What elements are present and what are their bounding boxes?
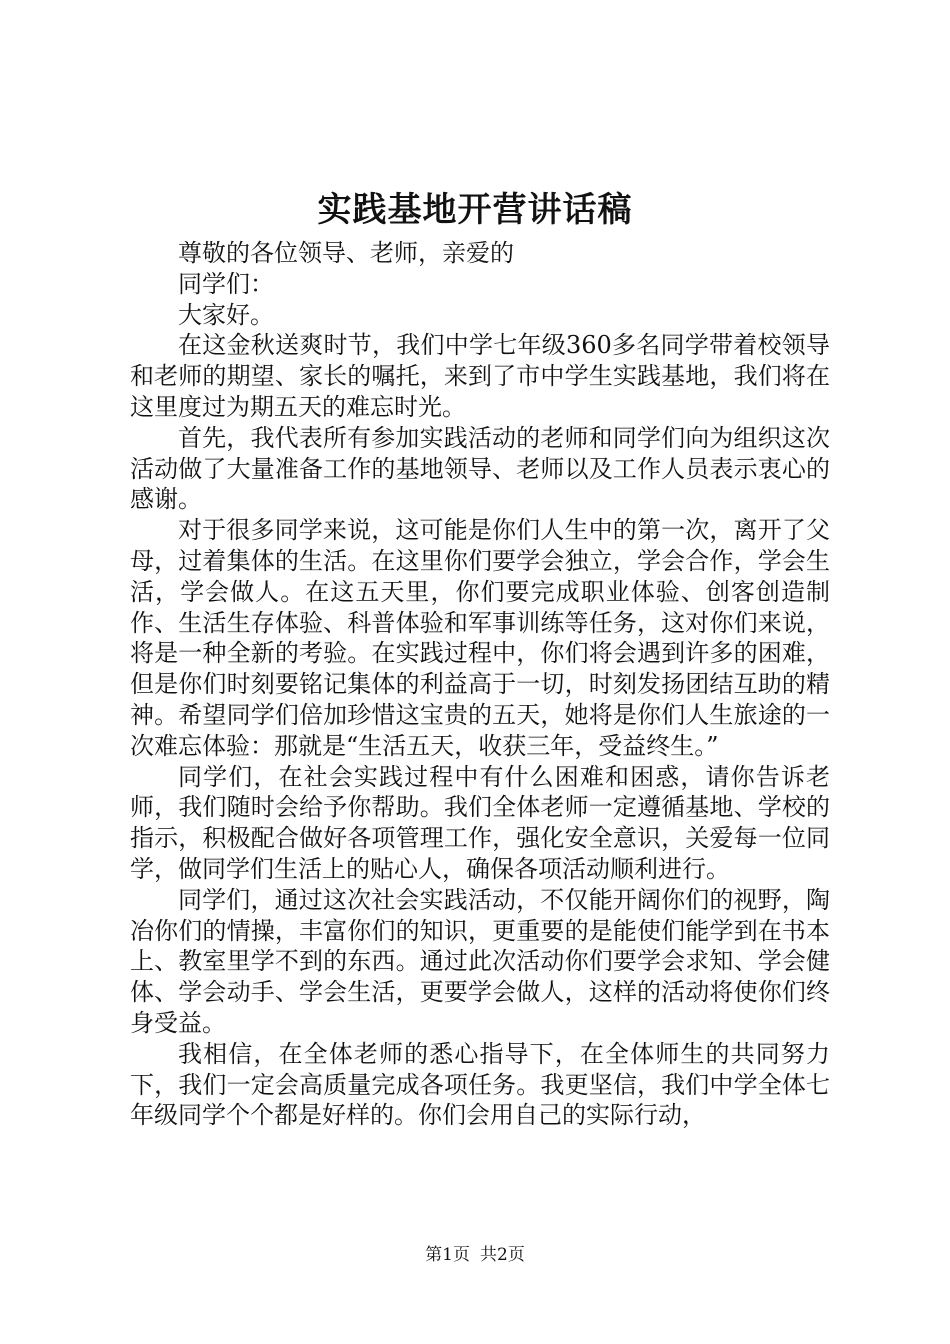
paragraph: 首先，我代表所有参加实践活动的老师和同学们向为组织这次活动做了大量准备工作的基地领导、老师以及工作人员表示衷心的感谢。 [130, 423, 830, 514]
paragraph-greeting: 大家好。 [178, 300, 274, 329]
document-title: 实践基地开营讲话稿 [317, 190, 633, 230]
paragraph-salutation: 尊敬的各位领导、老师，亲爱的 [178, 239, 514, 267]
page-number: 第1页 [425, 1245, 470, 1265]
page-footer [0, 1244, 950, 1266]
document-body [130, 238, 830, 1131]
paragraph: 我相信，在全体老师的悉心指导下，在全体师生的共同努力下，我们一定会高质量完成各项任务。我更坚信，我们中学全体七年级同学个个都是好样的。你们会用自己的实际行动， [130, 1039, 830, 1130]
page-total: 共2页 [480, 1245, 525, 1265]
paragraph-salutation-cont: 同学们： [178, 269, 274, 298]
paragraph: 对于很多同学来说，这可能是你们人生中的第一次，离开了父母，过着集体的生活。在这里你们要学会独立，学会合作，学会生活，学会做人。在这五天里，你们要完成职业体验、创客创造制作、生活生存体验、科普体验和军事训练等任务，这对你们来说，将是一种全新的考验。在实践过程中，你们将会遇到许多的困难，但是你们时刻要铭记集体的利益高于一切，时刻发扬团结互助的精神。希望同学们倍加珍惜这宝贵的五天，她将是你们人生旅途的一次难忘体验：那就是“生活五天，收获三年，受益终生。” [130, 516, 830, 760]
paragraph: 同学们，在社会实践过程中有什么困难和困惑，请你告诉老师，我们随时会给予你帮助。我们全体老师一定遵循基地、学校的指示，积极配合做好各项管理工作，强化安全意识，关爱每一位同学，做同学们生活上的贴心人，确保各项活动顺利进行。 [130, 762, 830, 883]
paragraph: 同学们，通过这次社会实践活动，不仅能开阔你们的视野，陶冶你们的情操，丰富你们的知识，更重要的是能使们能学到在书本上、教室里学不到的东西。通过此次活动你们要学会求知、学会健体、学会动手、学会生活，更要学会做人，这样的活动将使你们终身受益。 [130, 885, 830, 1037]
paragraph: 在这金秋送爽时节，我们中学七年级360多名同学带着校领导和老师的期望、家长的嘱托，来到了市中学生实践基地，我们将在这里度过为期五天的难忘时光。 [130, 331, 830, 421]
